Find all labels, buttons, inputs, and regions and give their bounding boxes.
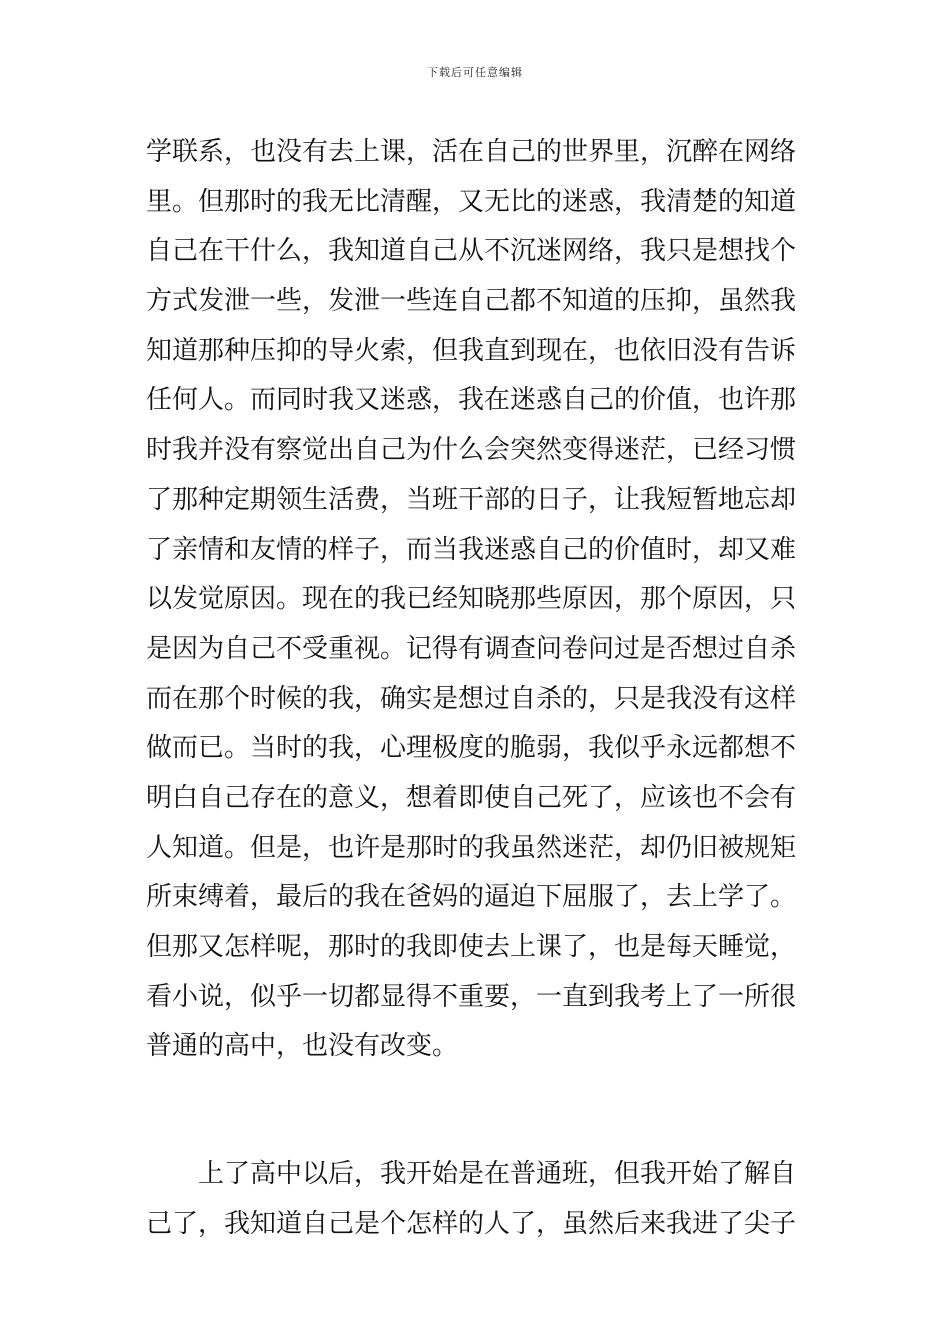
paragraph-gap [146, 1072, 806, 1150]
text-line: 明白自己存在的意义，想着即使自己死了，应该也不会有 [146, 782, 797, 813]
text-line: 学联系，也没有去上课，活在自己的世界里，沉醉在网络 [146, 137, 797, 167]
text-line: 时我并没有察觉出自己为什么会突然变得迷茫，已经习惯 [146, 435, 797, 466]
text-line: 了那种定期领生活费，当班干部的日子，让我短暂地忘却 [146, 484, 797, 515]
text-line: 己了，我知道自己是个怎样的人了，虽然后来我进了尖子 [146, 1208, 797, 1239]
paragraph-2 [146, 1150, 806, 1249]
text-line: 而在那个时候的我，确实是想过自杀的，只是我没有这样 [146, 683, 797, 714]
text-line: 里。但那时的我无比清醒，又无比的迷惑，我清楚的知道 [146, 186, 797, 217]
text-line: 所束缚着，最后的我在爸妈的逼迫下屈服了，去上学了。 [146, 882, 797, 913]
paragraph-1 [146, 128, 806, 1072]
text-line: 任何人。而同时我又迷惑，我在迷惑自己的价值，也许那 [146, 385, 797, 416]
text-line: 做而已。当时的我，心理极度的脆弱，我似乎永远都想不 [146, 733, 797, 764]
text-line: 方式发泄一些，发泄一些连自己都不知道的压抑，虽然我 [146, 286, 797, 317]
text-line: 看小说，似乎一切都显得不重要，一直到我考上了一所很 [146, 981, 797, 1012]
text-line: 自己在干什么，我知道自己从不沉迷网络，我只是想找个 [146, 236, 797, 267]
text-line: 但那又怎样呢，那时的我即使去上课了，也是每天睡觉， [146, 932, 797, 962]
text-line: 上了高中以后，我开始是在普通班，但我开始了解自 [198, 1159, 797, 1190]
text-line: 以发觉原因。现在的我已经知晓那些原因，那个原因，只 [146, 584, 797, 615]
text-line: 知道那种压抑的导火索，但我直到现在，也依旧没有告诉 [146, 335, 797, 366]
document-body [146, 128, 806, 1249]
text-line: 人知道。但是，也许是那时的我虽然迷茫，却仍旧被规矩 [146, 832, 797, 863]
page-header: 下载后可任意编辑 [427, 66, 523, 79]
text-line: 是因为自己不受重视。记得有调查问卷问过是否想过自杀 [146, 633, 797, 664]
text-line: 普通的高中，也没有改变。 [146, 1031, 459, 1062]
text-line: 了亲情和友情的样子，而当我迷惑自己的价值时，却又难 [146, 534, 797, 565]
